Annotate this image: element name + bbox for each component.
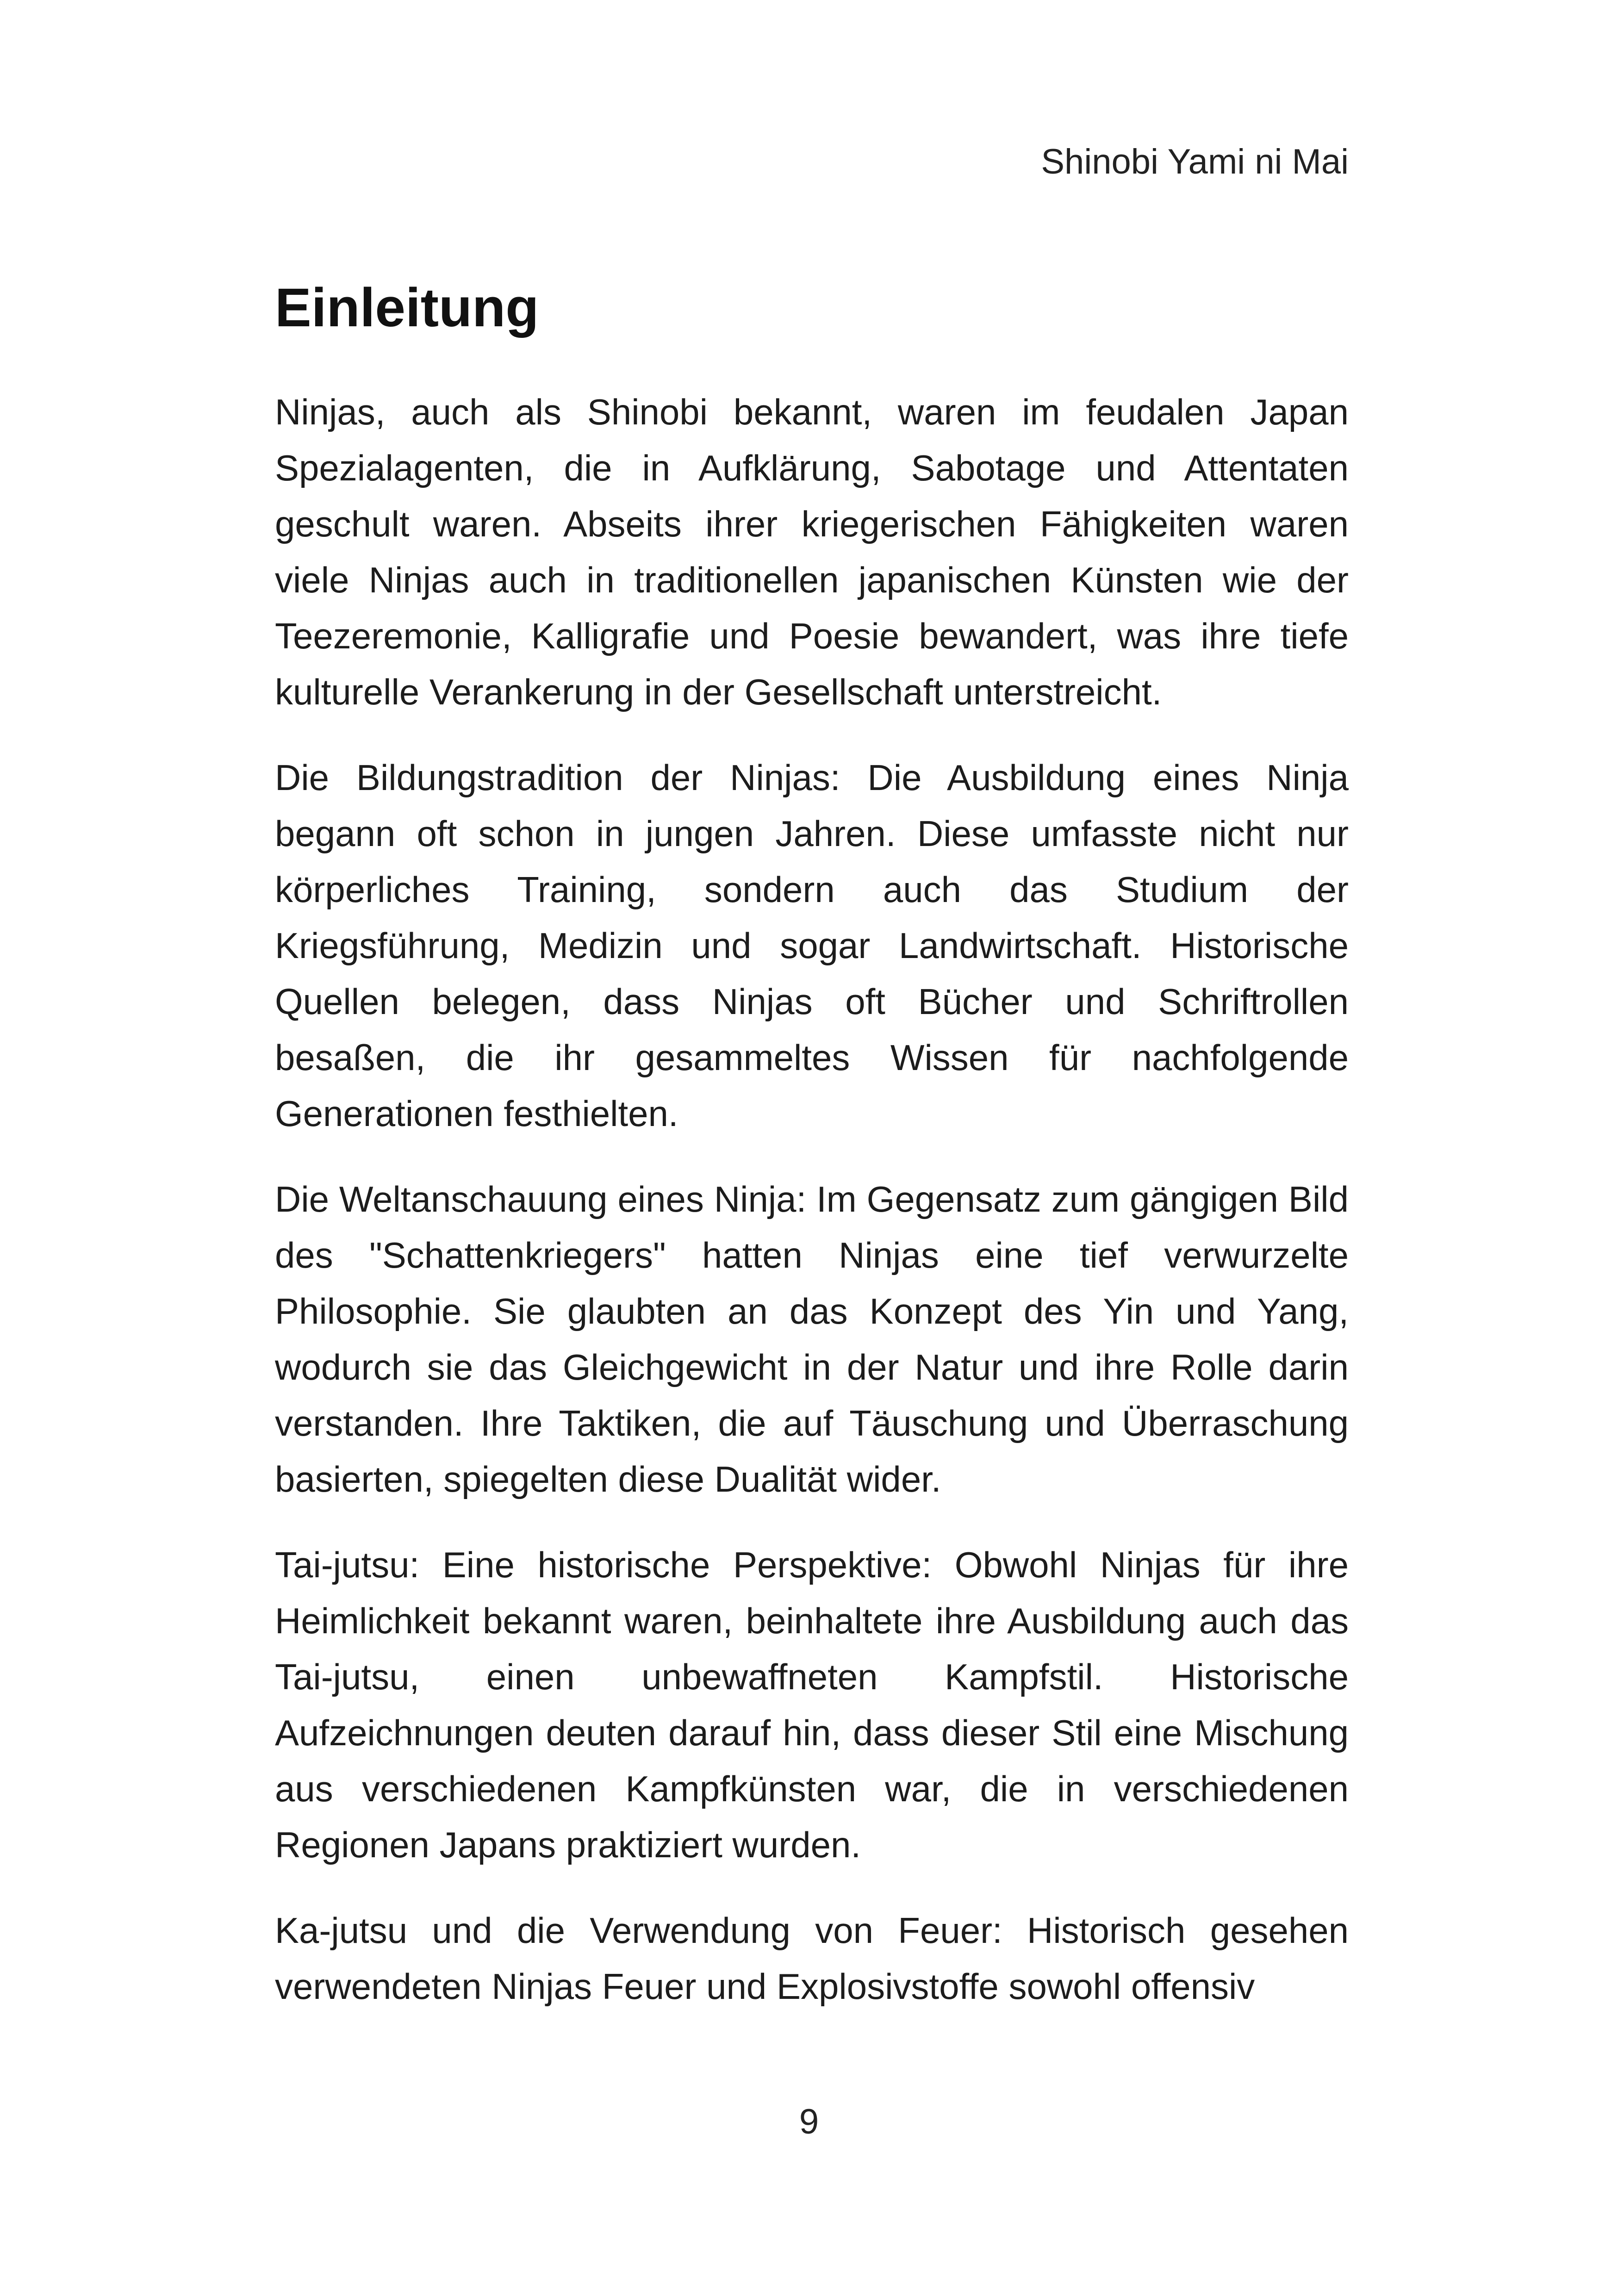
- paragraph-education: Die Bildungstradition der Ninjas: Die Ausbildung eines Ninja begann oft schon in jungen Jahren. Diese umfasste nicht nur körperliches Training, sondern auch das Studium der Kriegsführung, Medizin und sogar Landwirtschaft. Historische Quellen belegen, dass Ninjas oft Bücher und Schriftrollen besaßen, die ihr gesammeltes Wissen für nachfolgende Generationen festhielten.: [275, 757, 1349, 1134]
- chapter-title: Einleitung: [275, 277, 539, 338]
- page-number: 9: [799, 2102, 819, 2141]
- paragraph-ka-jutsu: Ka-jutsu und die Verwendung von Feuer: Historisch gesehen verwendeten Ninjas Feuer und Explosivstoffe sowohl offensiv: [275, 1910, 1349, 2007]
- paragraph-tai-jutsu: Tai-jutsu: Eine historische Perspektive: Obwohl Ninjas für ihre Heimlichkeit bekannt waren, beinhaltete ihre Ausbildung auch das Tai-jutsu, einen unbewaffneten Kampfstil. Historische Aufzeichnungen deuten darauf hin, dass dieser Stil eine Mischung aus verschiedenen Kampfkünsten war, die in verschiedenen Regionen Japans praktiziert wurden.: [275, 1544, 1349, 1865]
- paragraph-intro: Ninjas, auch als Shinobi bekannt, waren im feudalen Japan Spezialagenten, die in Aufklärung, Sabotage und Attentaten geschult waren. Abseits ihrer kriegerischen Fähigkeiten waren viele Ninjas auch in traditionellen japanischen Künsten wie der Teezeremonie, Kalligrafie und Poesie bewandert, was ihre tiefe kulturelle Verankerung in der Gesellschaft unterstreicht.: [275, 392, 1349, 712]
- page-body: [275, 273, 1349, 2044]
- running-header: Shinobi Yami ni Mai: [1041, 142, 1349, 181]
- paragraph-worldview: Die Weltanschauung eines Ninja: Im Gegensatz zum gängigen Bild des "Schattenkriegers" hatten Ninjas eine tief verwurzelte Philosophie. Sie glaubten an das Konzept des Yin und Yang, wodurch sie das Gleichgewicht in der Natur und ihre Rolle darin verstanden. Ihre Taktiken, die auf Täuschung und Überraschung basierten, spiegelten diese Dualität wider.: [275, 1179, 1349, 1500]
